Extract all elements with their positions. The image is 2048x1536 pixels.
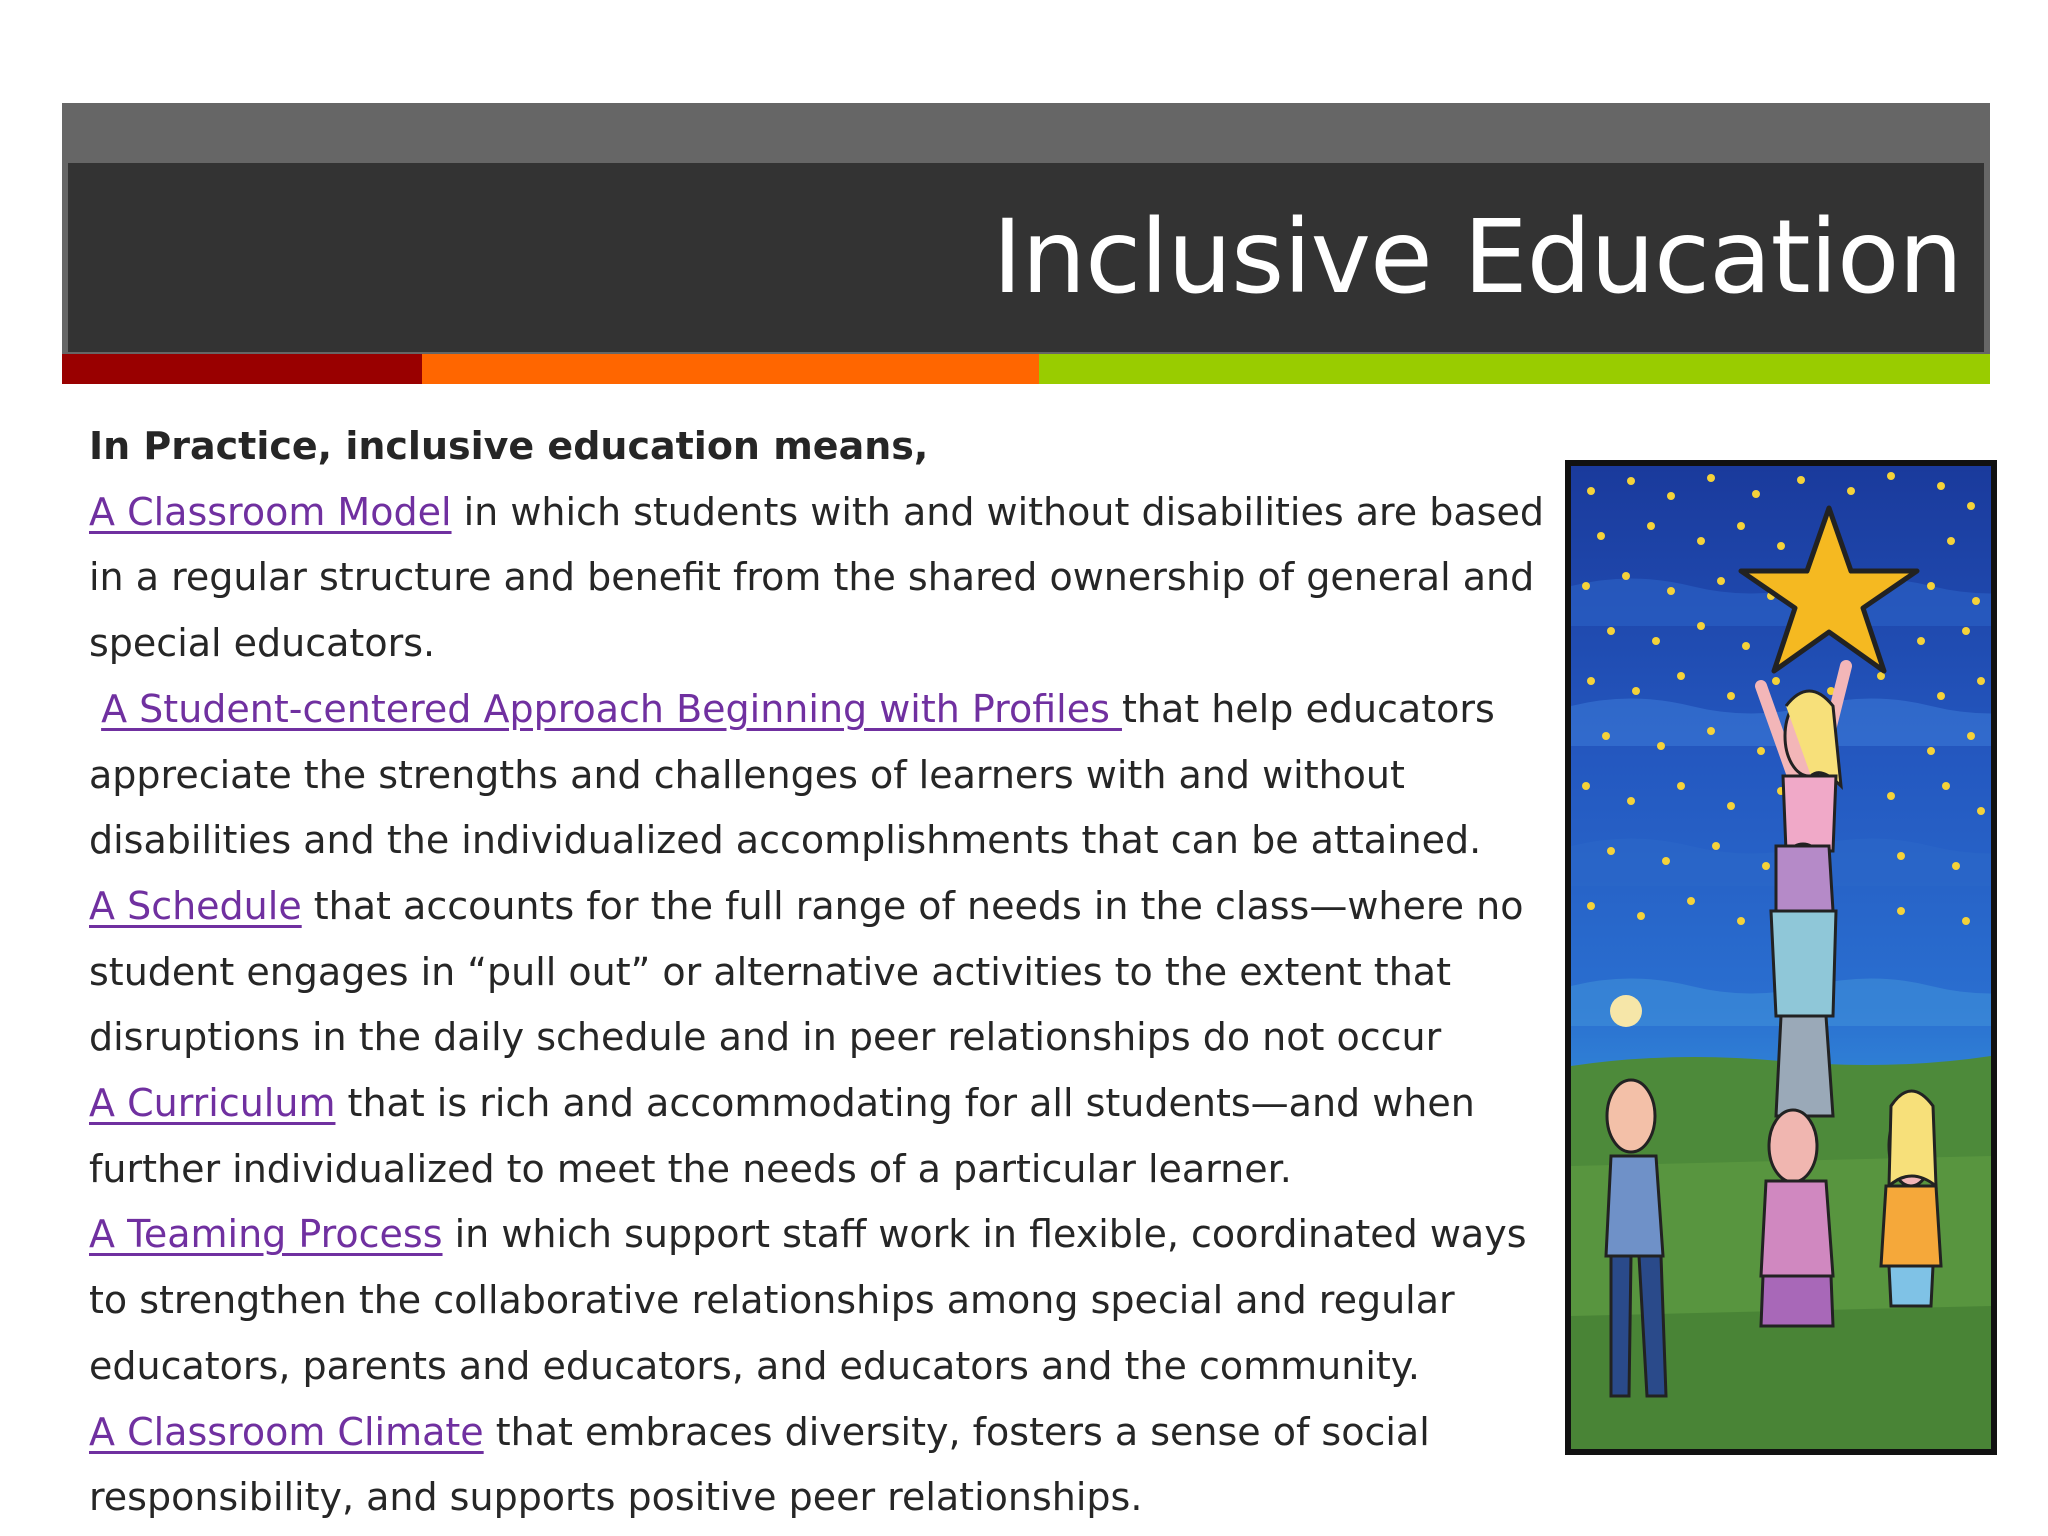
link-classroom-model[interactable]: A Classroom Model [89,489,452,534]
item-schedule [89,874,1569,1071]
item-text: that accounts for the full range of needs in the class—where no student engages in “pull out” or alternative activities to the extent that disruptions in the daily schedule and in peer relationships do not occur [89,883,1524,1060]
link-curriculum[interactable]: A Curriculum [89,1081,336,1126]
illustration-svg [1571,466,1991,1449]
accent-segment-red [62,354,422,384]
item-text: that embraces diversity, fosters a sense of social responsibility, and supports positive peer relationships. [89,1409,1430,1520]
item-classroom-model [89,480,1569,677]
accent-segment-orange [422,354,1039,384]
title-bar [62,160,1990,354]
item-classroom-climate [89,1400,1569,1531]
lead-text: In Practice, inclusive education means, [89,424,929,468]
title-bar-inner [68,163,1984,352]
accent-segment-green [1039,354,1990,384]
link-student-centered-approach[interactable]: A Student-centered Approach Beginning with Profiles [101,686,1122,731]
link-teaming-process[interactable]: A Teaming Process [89,1212,443,1257]
item-text: in which students with and without disabilities are based in a regular structure and benefit from the shared ownership of general and special educators. [89,489,1544,666]
header-top-band [62,103,1990,163]
body-text [89,414,1569,1531]
item-student-centered [89,677,1569,874]
people-reaching-for-star-illustration [1565,460,1997,1455]
link-schedule[interactable]: A Schedule [89,883,302,928]
item-text: that help educators appreciate the strengths and challenges of learners with and without disabilities and the individualized accomplishments that can be attained. [89,686,1495,863]
item-curriculum [89,1071,1569,1202]
item-teaming-process [89,1202,1569,1399]
link-classroom-climate[interactable]: A Classroom Climate [89,1409,484,1454]
item-text: that is rich and accommodating for all students—and when further individualized to meet the needs of a particular learner. [89,1081,1475,1191]
item-text: in which support staff work in flexible, coordinated ways to strengthen the collaborative relationships among special and regular educators, parents and educators, and educators and the community. [89,1212,1527,1388]
accent-bar [62,354,1990,384]
slide-title: Inclusive Education [992,197,1962,317]
